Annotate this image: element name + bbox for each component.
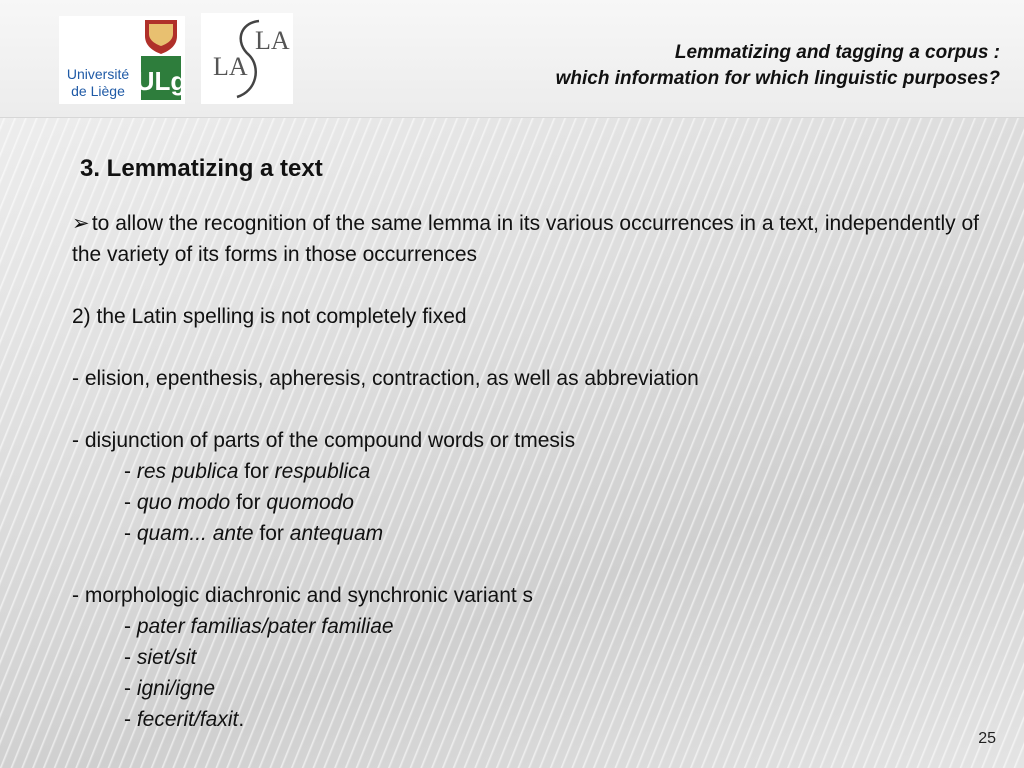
disjunction-example: - res publica for respublica — [124, 460, 371, 483]
svg-text:LA: LA — [213, 52, 248, 81]
lasla-logo — [201, 13, 293, 104]
spacer — [72, 270, 1002, 301]
ulg-crest-icon — [135, 18, 187, 102]
morphologic-example: - igni/igne — [124, 677, 216, 700]
arrow-bullet-icon: ➢ — [72, 212, 90, 235]
point-2: 2) the Latin spelling is not completely fixed — [72, 305, 467, 328]
disjunction-example: - quo modo for quomodo — [124, 491, 354, 514]
presentation-title — [380, 40, 1000, 92]
universite-de-liege-logo — [59, 16, 185, 104]
page-number: 25 — [978, 730, 996, 747]
ulg-logo-text: Université de Liège — [66, 66, 130, 99]
elision-line: - elision, epenthesis, apheresis, contraction, as well as abbreviation — [72, 367, 699, 390]
lasla-logo-icon — [201, 13, 293, 104]
title-line-1: Lemmatizing and tagging a corpus : — [674, 42, 1000, 63]
disjunction-example: - quam... ante for antequam — [124, 522, 384, 545]
spacer — [72, 332, 1002, 363]
bullet-text: to allow the recognition of the same lemma in its various occurrences in a text, independently of the variety of its forms in those occurrences — [72, 212, 979, 266]
title-line-2: which information for which linguistic purposes? — [555, 68, 1000, 89]
section-title: 3. Lemmatizing a text — [80, 155, 323, 182]
svg-text:LA: LA — [255, 26, 290, 55]
morphologic-example: - pater familias/pater familiae — [124, 615, 394, 638]
spacer — [72, 549, 1002, 580]
morphologic-example: - fecerit/faxit. — [124, 708, 245, 731]
bullet-paragraph — [72, 208, 1002, 270]
morphologic-heading: - morphologic diachronic and synchronic variant s — [72, 584, 534, 607]
spacer — [72, 394, 1002, 425]
disjunction-heading: - disjunction of parts of the compound words or tmesis — [72, 429, 576, 452]
morphologic-example: - siet/sit — [124, 646, 197, 669]
slide-body — [72, 208, 1002, 735]
ulg-mark-text: ULg — [135, 66, 187, 96]
